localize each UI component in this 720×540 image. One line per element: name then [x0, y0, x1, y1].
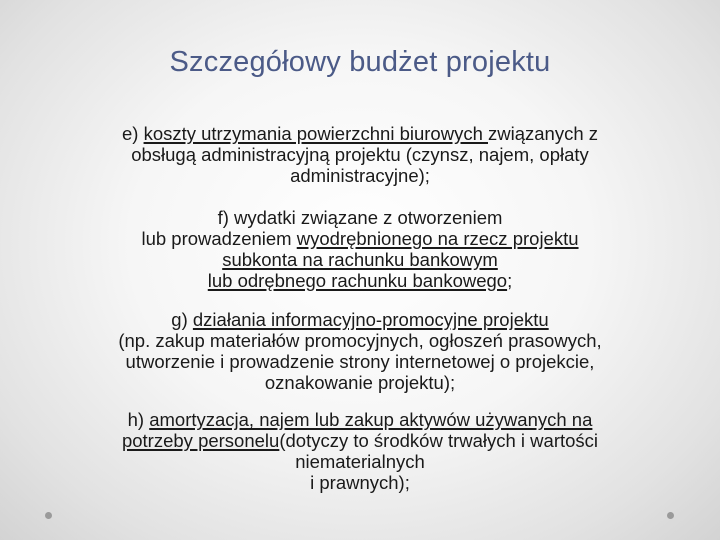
- item-h-line2-rest: (dotyczy to środków trwałych i wartości: [279, 430, 599, 451]
- item-e-line3: administracyjne);: [290, 165, 430, 186]
- decorative-dot-right-icon: [667, 512, 674, 519]
- item-f-line4-underlined: lub odrębnego rachunku bankowego: [207, 270, 508, 291]
- item-h-line4: i prawnych);: [310, 472, 410, 493]
- item-h-line3: niematerialnych: [295, 451, 425, 472]
- item-e-underlined: koszty utrzymania powierzchni biurowych: [143, 123, 488, 144]
- item-f-line4-rest: ;: [507, 270, 513, 291]
- item-h-prefix: h): [127, 409, 150, 430]
- item-f-line1: f) wydatki związane z otworzeniem: [217, 207, 503, 228]
- item-h-line1-underlined: amortyzacja, najem lub zakup aktywów używanych na: [149, 409, 593, 430]
- item-g-line3: utworzenie i prowadzenie strony internetowej o projekcie,: [125, 351, 595, 372]
- item-f: [60, 207, 660, 291]
- decorative-dot-left-icon: [45, 512, 52, 519]
- item-e-line2: obsługą administracyjną projektu (czynsz, najem, opłaty: [131, 144, 589, 165]
- item-f-line2-underlined: wyodrębnionego na rzecz projektu: [296, 228, 579, 249]
- item-e-prefix: e): [121, 123, 144, 144]
- item-h: [60, 409, 660, 493]
- item-g-line2: (np. zakup materiałów promocyjnych, ogłoszeń prasowych,: [118, 330, 602, 351]
- item-g: [60, 309, 660, 393]
- item-h-line2-underlined: potrzeby personelu: [121, 430, 280, 451]
- slide-title: Szczegółowy budżet projektu: [169, 46, 551, 78]
- item-g-prefix: g): [171, 309, 193, 330]
- item-g-line4: oznakowanie projektu);: [264, 372, 456, 393]
- item-f-line2-plain: lub prowadzeniem: [141, 228, 297, 249]
- item-g-underlined: działania informacyjno-promocyjne projektu: [192, 309, 549, 330]
- item-e: [60, 123, 660, 186]
- item-f-line3-underlined: subkonta na rachunku bankowym: [222, 249, 498, 270]
- item-e-line1-rest: związanych z: [488, 123, 599, 144]
